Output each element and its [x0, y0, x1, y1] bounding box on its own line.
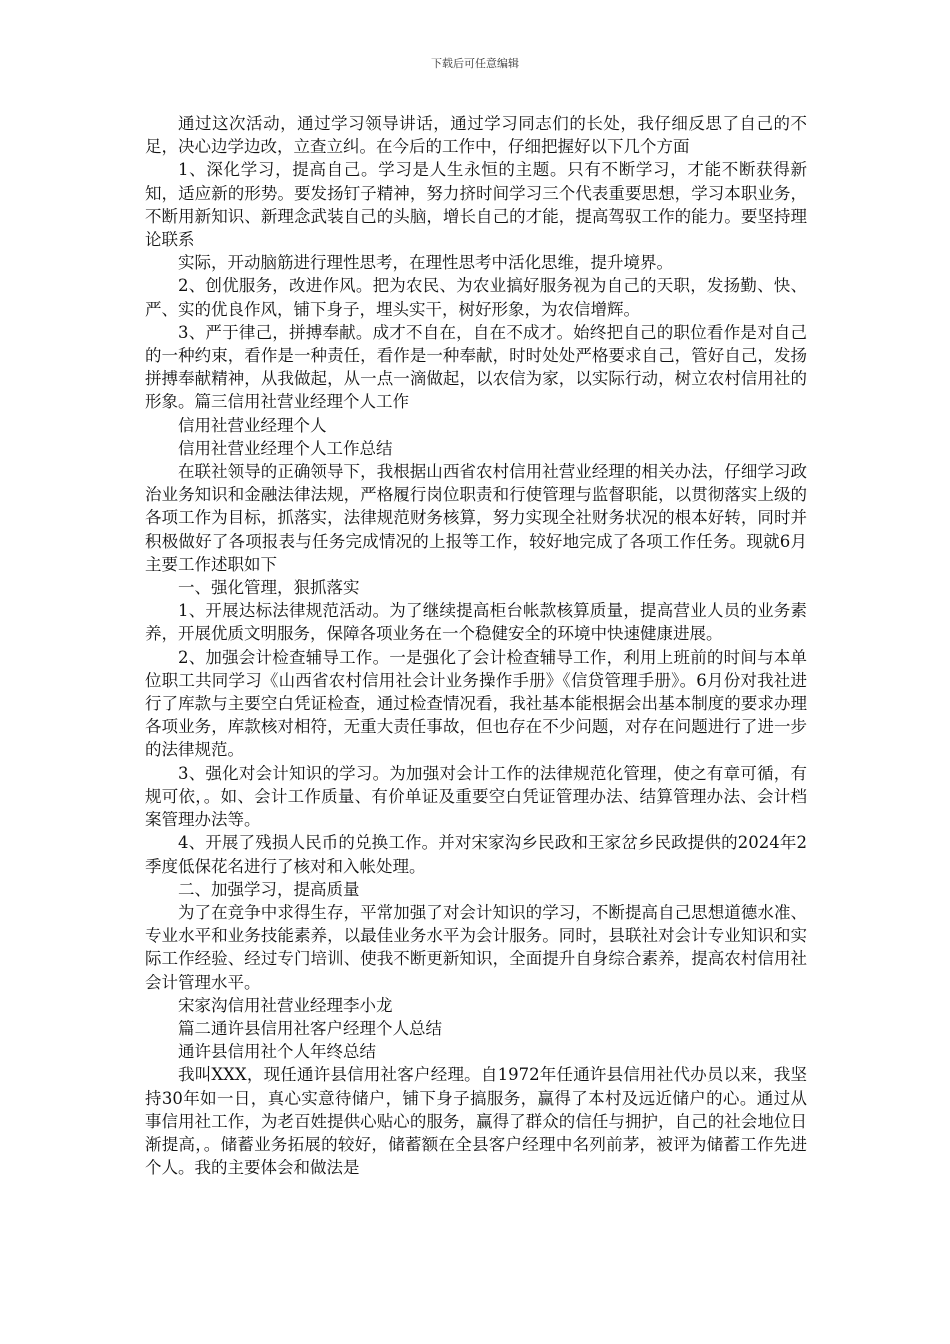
paragraph: 我叫XXX，现任通许县信用社客户经理。自1972年任通许县信用社代办员以来，我坚持30年如一日，真心实意待储户，铺下身子搞服务，赢得了本村及远近储户的心。通过从事信用社工作，为老百姓提供心贴心的服务，赢得了群众的信任与拥护，自己的社会地位日渐提高，。储蓄业务拓展的较好，储蓄额在全县客户经理中名列前茅，被评为储蓄工作先进个人。我的主要体会和做法是	[145, 1065, 807, 1178]
page-header-note: 下载后可任意编辑	[431, 57, 519, 70]
paragraph: 通过这次活动，通过学习领导讲话，通过学习同志们的长处，我仔细反思了自己的不足，决心边学边改，立查立纠。在今后的工作中，仔细把握好以下几个方面	[145, 114, 807, 157]
section-heading: 信用社营业经理个人	[178, 415, 327, 435]
document-body	[145, 112, 807, 1179]
section-heading: 二、加强学习，提高质量	[178, 879, 360, 899]
signature-line: 宋家沟信用社营业经理李小龙	[178, 995, 393, 1015]
paragraph: 2、创优服务，改进作风。把为农民、为农业搞好服务视为自己的天职，发扬勤、快、严、实的优良作风，铺下身子，埋头实干，树好形象，为农信增辉。	[145, 276, 807, 319]
paragraph: 在联社领导的正确领导下，我根据山西省农村信用社营业经理的相关办法，仔细学习政治业务知识和金融法律法规，严格履行岗位职责和行使管理与监督职能，以贯彻落实上级的各项工作为目标，抓落实，法律规范财务核算，努力实现全社财务状况的根本好转，同时并积极做好了各项报表与任务完成情况的上报等工作，较好地完成了各项工作任务。现就6月主要工作述职如下	[145, 462, 807, 574]
paragraph: 4、开展了残损人民币的兑换工作。并对宋家沟乡民政和王家岔乡民政提供的2024年2季度低保花名进行了核对和入帐处理。	[145, 833, 807, 876]
section-heading: 一、强化管理，狠抓落实	[178, 578, 360, 598]
section-heading: 通许县信用社个人年终总结	[178, 1042, 376, 1062]
paragraph: 实际，开动脑筋进行理性思考，在理性思考中活化思维，提升境界。	[178, 253, 673, 273]
paragraph: 3、强化对会计知识的学习。为加强对会计工作的法律规范化管理，使之有章可循，有规可依，。如、会计工作质量、有价单证及重要空白凭证管理办法、结算管理办法、会计档案管理办法等。	[145, 763, 807, 830]
paragraph: 为了在竞争中求得生存，平常加强了对会计知识的学习，不断提高自己思想道德水准、专业水平和业务技能素养，以最佳业务水平为会计服务。同时，县联社对会计专业知识和实际工作经验、经过专门培训、使我不断更新知识，全面提升自身综合素养，提高农村信用社会计管理水平。	[145, 902, 807, 992]
paragraph: 2、加强会计检查辅导工作。一是强化了会计检查辅导工作，利用上班前的时间与本单位职工共同学习《山西省农村信用社会计业务操作手册》《信贷管理手册》。6月份对我社进行了库款与主要空白凭证检查，通过检查情况看，我社基本能根据会出基本制度的要求办理各项业务，库款核对相符，无重大责任事故，但也存在不少问题，对存在问题进行了进一步的法律规范。	[145, 647, 807, 760]
paragraph: 1、深化学习，提高自己。学习是人生永恒的主题。只有不断学习，才能不断获得新知，适应新的形势。要发扬钉子精神，努力挤时间学习三个代表重要思想，学习本职业务，不断用新知识、新理念武装自己的头脑，增长自己的才能，提高驾驭工作的能力。要坚持理论联系	[145, 160, 807, 250]
section-heading: 信用社营业经理个人工作总结	[178, 438, 393, 458]
paragraph: 3、严于律己，拼搏奉献。成才不自在，自在不成才。始终把自己的职位看作是对自己的一种约束，看作是一种责任，看作是一种奉献，时时处处严格要求自己，管好自己，发扬拼搏奉献精神，从我做起，从一点一滴做起，以农信为家，以实际行动，树立农村信用社的形象。篇三信用社营业经理个人工作	[145, 322, 807, 412]
paragraph: 1、开展达标法律规范活动。为了继续提高柜台帐款核算质量，提高营业人员的业务素养，开展优质文明服务，保障各项业务在一个稳健安全的环境中快速健康进展。	[145, 601, 807, 644]
section-heading: 篇二通许县信用社客户经理个人总结	[178, 1018, 442, 1038]
